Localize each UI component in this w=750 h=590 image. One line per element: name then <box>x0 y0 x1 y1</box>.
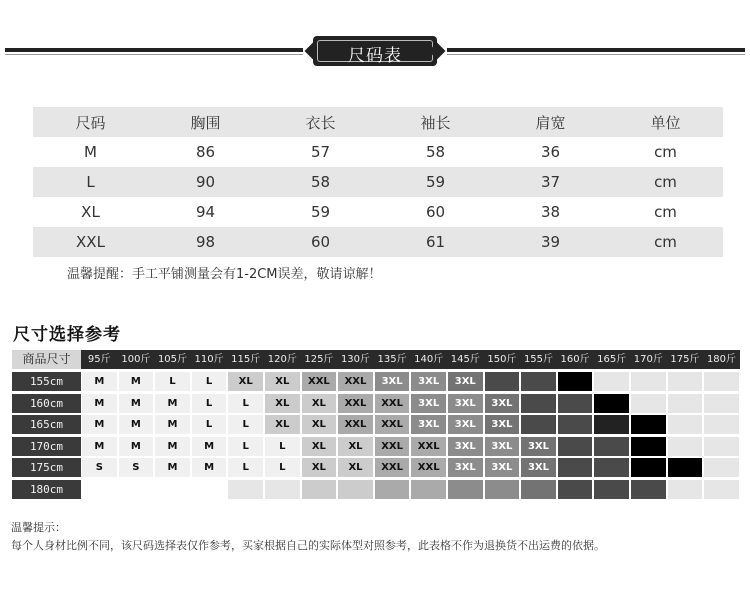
size-cell <box>668 372 703 391</box>
col-header-length: 衣长 <box>263 107 378 137</box>
size-cell: M <box>82 372 117 391</box>
size-cell: XL <box>302 415 337 434</box>
size-cell <box>668 394 703 413</box>
weight-header: 115斤 <box>231 354 261 365</box>
size-cell: XL <box>338 458 373 477</box>
section-title: 尺寸选择参考 <box>13 325 121 345</box>
size-cell <box>375 480 410 499</box>
size-cell: M <box>119 437 154 456</box>
size-cell: XL <box>302 394 337 413</box>
banner-right-rule <box>447 48 745 52</box>
size-cell: XXL <box>338 415 373 434</box>
size-cell: M <box>119 394 154 413</box>
weight-header: 125斤 <box>304 354 334 365</box>
size-cell: 3XL <box>485 458 520 477</box>
table-cell: 57 <box>310 143 331 161</box>
size-cell: XXL <box>411 458 446 477</box>
table-cell: cm <box>654 143 677 161</box>
weight-header: 140斤 <box>414 354 444 365</box>
table-cell: 94 <box>195 203 216 221</box>
table-cell: cm <box>608 167 723 197</box>
table-cell: 58 <box>263 167 378 197</box>
banner-title: 尺码表 <box>348 46 402 66</box>
size-cell: XXL <box>375 437 410 456</box>
size-cell <box>631 458 666 477</box>
size-cell <box>594 437 629 456</box>
weight-header: 130斤 <box>340 354 371 365</box>
size-table-header-row <box>33 107 723 137</box>
size-cell <box>631 394 666 413</box>
size-cell: 3XL <box>411 415 446 434</box>
size-cell: XL <box>228 372 263 391</box>
size-cell: L <box>192 372 227 391</box>
size-cell <box>155 480 190 499</box>
table-cell: 98 <box>148 227 263 257</box>
size-cell: XL <box>265 415 300 434</box>
size-cell: XL <box>338 437 373 456</box>
size-cell: M <box>155 437 190 456</box>
table-cell: 59 <box>378 167 493 197</box>
weight-header: 145斤 <box>450 354 480 365</box>
size-cell: M <box>82 437 117 456</box>
size-cell: L <box>228 394 263 413</box>
size-cell <box>338 480 373 499</box>
size-cell: M <box>192 458 227 477</box>
size-cell: 3XL <box>411 372 446 391</box>
size-cell <box>704 394 739 413</box>
size-cell: S <box>119 458 154 477</box>
size-cell <box>558 394 593 413</box>
size-cell: L <box>265 437 300 456</box>
table-cell: 36 <box>540 143 561 161</box>
table-cell: cm <box>654 203 677 221</box>
size-cell: M <box>82 415 117 434</box>
size-cell <box>448 480 483 499</box>
size-cell <box>558 458 593 477</box>
table-row <box>33 167 723 197</box>
table-cell: 60 <box>263 227 378 257</box>
size-cell: 3XL <box>375 372 410 391</box>
height-label: 160cm <box>12 394 81 413</box>
size-cell <box>594 394 629 413</box>
tip-body: 每个人身材比例不同，该尺码选择表仅作参考，买家根据自己的实际体型对照参考，此表格不作为退换货不出运费的依据。 <box>11 539 605 552</box>
weight-header: 105斤 <box>157 354 188 365</box>
size-cell: XXL <box>375 415 410 434</box>
height-label: 165cm <box>12 415 81 434</box>
size-cell <box>594 372 629 391</box>
weight-header: 170斤 <box>633 354 663 365</box>
size-cell: XXL <box>302 372 337 391</box>
size-cell: L <box>228 458 263 477</box>
banner-badge <box>313 36 437 66</box>
size-cell: 3XL <box>485 415 520 434</box>
weight-header: 100斤 <box>121 354 151 365</box>
size-cell <box>631 372 666 391</box>
size-cell <box>411 480 446 499</box>
height-label: 180cm <box>12 480 81 499</box>
size-cell: M <box>155 458 190 477</box>
size-cell <box>558 415 593 434</box>
size-cell: M <box>155 415 190 434</box>
size-cell: M <box>119 372 154 391</box>
size-cell: L <box>265 458 300 477</box>
weight-header: 110斤 <box>194 354 224 365</box>
size-cell <box>558 437 593 456</box>
size-cell <box>631 415 666 434</box>
banner-left-rule <box>5 48 303 52</box>
col-header-shoulder: 肩宽 <box>493 107 608 137</box>
table-cell: 60 <box>425 203 446 221</box>
size-cell <box>668 458 703 477</box>
size-cell: XXL <box>338 394 373 413</box>
table-cell: L <box>33 167 148 197</box>
size-cell <box>704 458 739 477</box>
table-cell: 38 <box>540 203 561 221</box>
col-header-sleeve: 袖长 <box>378 107 493 137</box>
size-cell: 3XL <box>521 437 556 456</box>
size-cell: M <box>192 437 227 456</box>
size-cell <box>631 480 666 499</box>
col-header-size: 尺码 <box>33 107 148 137</box>
size-cell <box>668 437 703 456</box>
height-label: 170cm <box>12 437 81 456</box>
size-cell: 3XL <box>521 458 556 477</box>
size-cell: 3XL <box>485 437 520 456</box>
weight-header: 150斤 <box>487 354 517 365</box>
size-cell: L <box>192 394 227 413</box>
size-table <box>33 107 723 257</box>
table-cell: XXL <box>33 227 148 257</box>
size-cell: 3XL <box>448 372 483 391</box>
table-cell: 37 <box>493 167 608 197</box>
table-row <box>33 137 723 167</box>
size-cell <box>594 480 629 499</box>
size-cell: M <box>155 394 190 413</box>
size-cell <box>485 480 520 499</box>
table-row <box>33 197 723 227</box>
size-cell <box>594 415 629 434</box>
size-cell: S <box>82 458 117 477</box>
col-header-chest: 胸围 <box>148 107 263 137</box>
size-cell <box>228 480 263 499</box>
size-cell: XL <box>302 458 337 477</box>
size-cell: XL <box>302 437 337 456</box>
size-cell: XL <box>265 372 300 391</box>
weight-header: 135斤 <box>377 354 407 365</box>
table-cell: 90 <box>148 167 263 197</box>
size-cell <box>521 372 556 391</box>
size-cell <box>192 480 227 499</box>
size-cell: 3XL <box>448 394 483 413</box>
size-cell: XL <box>265 394 300 413</box>
measurement-note: 温馨提醒：手工平铺测量会有1-2CM误差，敬请谅解！ <box>67 267 382 282</box>
table-cell: 58 <box>425 143 446 161</box>
size-cell <box>668 415 703 434</box>
size-cell: L <box>192 415 227 434</box>
weight-header: 155斤 <box>523 354 554 365</box>
size-cell: XXL <box>411 437 446 456</box>
tip-title: 温馨提示： <box>11 521 66 534</box>
weight-header: 160斤 <box>560 354 590 365</box>
height-label: 155cm <box>12 372 81 391</box>
size-cell <box>558 372 593 391</box>
weight-header: 95斤 <box>87 354 111 365</box>
size-cell: XXL <box>375 458 410 477</box>
size-cell <box>485 372 520 391</box>
table-cell: M <box>84 143 97 161</box>
size-cell <box>704 480 739 499</box>
weight-header: 165斤 <box>597 354 627 365</box>
height-label: 175cm <box>12 458 81 477</box>
size-cell: 3XL <box>448 458 483 477</box>
table-cell: cm <box>608 227 723 257</box>
size-cell: L <box>228 437 263 456</box>
size-cell: XXL <box>338 372 373 391</box>
size-cell <box>558 480 593 499</box>
size-cell: 3XL <box>448 437 483 456</box>
table-cell: 59 <box>310 203 331 221</box>
col-header-unit: 单位 <box>608 107 723 137</box>
size-cell <box>631 437 666 456</box>
table-cell: XL <box>81 203 100 221</box>
header-banner <box>0 28 750 72</box>
size-cell <box>265 480 300 499</box>
size-cell <box>82 480 117 499</box>
grid-corner-label: 商品尺寸 <box>12 350 81 369</box>
size-cell <box>594 458 629 477</box>
weight-header: 175斤 <box>670 354 700 365</box>
weight-header: 120斤 <box>267 354 297 365</box>
table-cell: 86 <box>195 143 216 161</box>
size-cell <box>521 415 556 434</box>
table-cell: 39 <box>493 227 608 257</box>
size-cell <box>668 480 703 499</box>
size-cell: M <box>119 415 154 434</box>
table-row <box>33 227 723 257</box>
size-cell: L <box>155 372 190 391</box>
weight-header: 180斤 <box>706 354 737 365</box>
size-cell <box>704 372 739 391</box>
size-cell: 3XL <box>411 394 446 413</box>
size-cell <box>302 480 337 499</box>
size-cell: L <box>228 415 263 434</box>
size-cell: 3XL <box>485 394 520 413</box>
size-cell: XXL <box>375 394 410 413</box>
size-cell <box>521 394 556 413</box>
size-cell <box>521 480 556 499</box>
size-cell: 3XL <box>448 415 483 434</box>
size-cell <box>119 480 154 499</box>
size-cell <box>704 437 739 456</box>
size-cell: M <box>82 394 117 413</box>
size-cell <box>704 415 739 434</box>
table-cell: 61 <box>378 227 493 257</box>
